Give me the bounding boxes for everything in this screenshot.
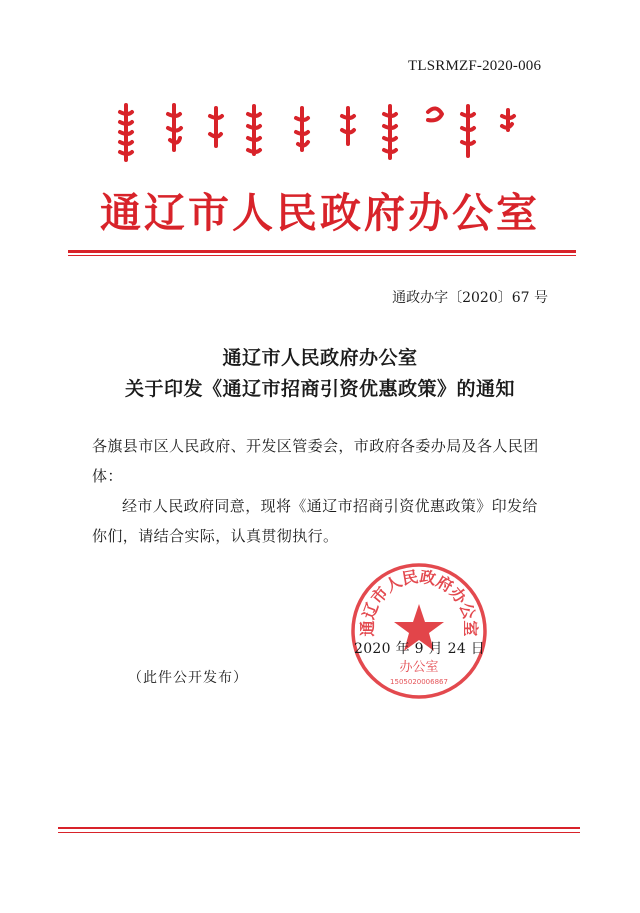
notice-title-line2: 关于印发《通辽市招商引资优惠政策》的通知 [124, 378, 515, 400]
public-release-note: （此件公开发布） [128, 670, 248, 686]
header-divider-thin [68, 255, 576, 256]
document-number: 通政办字〔2020〕67 号 [392, 290, 548, 306]
seal-bottom-text: 办公室 [399, 660, 439, 675]
header-divider [68, 250, 576, 253]
document-code: TLSRMZF-2020-006 [408, 58, 542, 74]
mongolian-script-header-icon [112, 100, 522, 170]
seal-arc-text: 通辽市人民政府办公室 [357, 566, 481, 637]
body-paragraph: 经市人民政府同意，现将《通辽市招商引资优惠政策》印发给你们，请结合实际，认真贯彻执行。 [92, 497, 538, 545]
signature-date: 2020 年 9 月 24 日 [354, 641, 486, 657]
recipients-text: 各旗县市区人民政府、开发区管委会，市政府各委办局及各人民团体： [92, 437, 539, 485]
seal-number: 1505020006867 [390, 678, 448, 686]
notice-title-line1: 通辽市人民政府办公室 [222, 347, 418, 369]
office-title: 通辽市人民政府办公室 [100, 189, 540, 237]
official-seal-icon [348, 560, 490, 702]
footer-divider [58, 827, 580, 829]
footer-divider-thin [58, 832, 580, 833]
